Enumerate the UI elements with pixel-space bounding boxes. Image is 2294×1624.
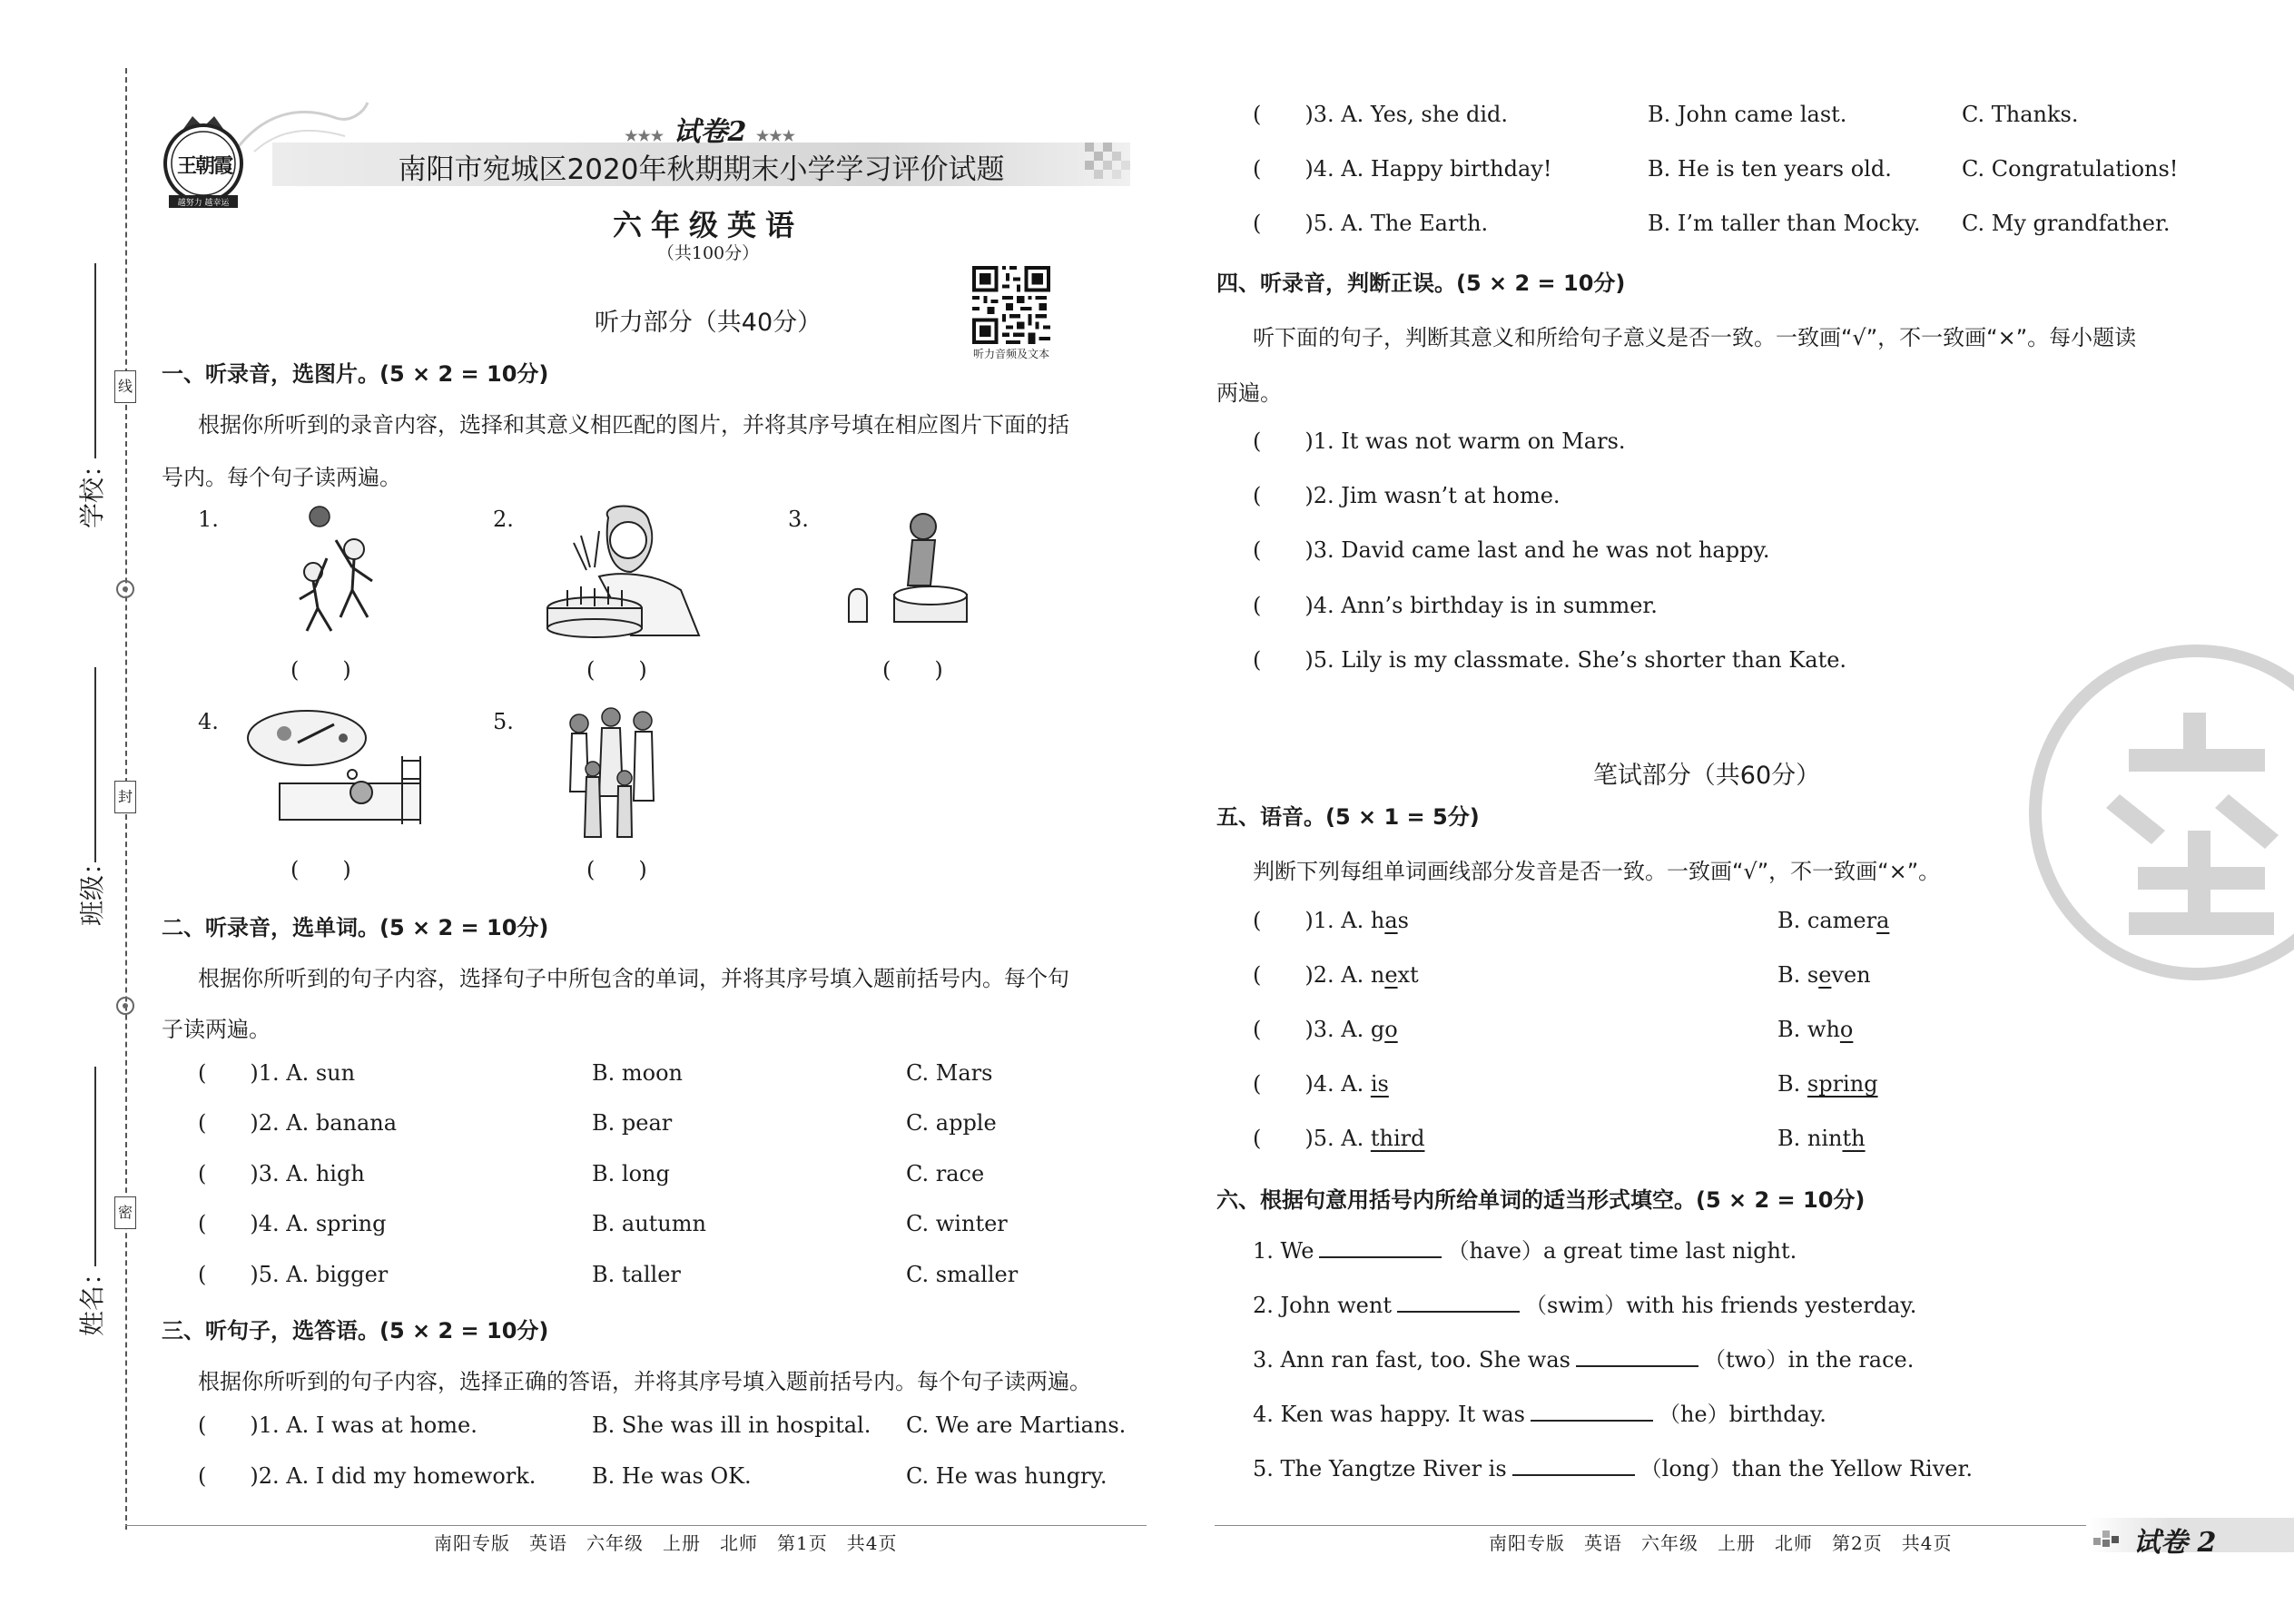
secret-marker: 密	[114, 1196, 136, 1229]
question-item[interactable]: ( )5. A. bigger	[198, 1262, 389, 1287]
phonics-item[interactable]	[1253, 1127, 1424, 1149]
question-item[interactable]: ( )2. A. I did my homework.	[198, 1463, 537, 1489]
picture-number: 4.	[198, 709, 219, 734]
kids-basketball-picture	[281, 504, 399, 640]
phonics-item[interactable]	[1253, 964, 1419, 986]
class-label: 班级：	[77, 849, 107, 926]
word-b-underlined: e	[1818, 962, 1832, 988]
picture-number: 1.	[198, 507, 219, 532]
option-b: B. He is ten years old.	[1648, 156, 1892, 182]
question-item[interactable]: ( )4. A. Happy birthday!	[1253, 156, 1552, 182]
badge-text: 试卷2	[673, 116, 747, 148]
section1-heading: 一、听录音，选图片。(5 × 2 = 10分)	[162, 361, 549, 387]
woman-birthday-cake-picture	[545, 499, 704, 645]
word-b-part: ven	[1831, 962, 1871, 988]
section2-instruction: 根据你所听到的句子内容，选择句子中所包含的单词，并将其序号填入题前括号内。每个句	[198, 966, 1069, 991]
item-prefix: ( )4. A.	[1253, 1071, 1371, 1097]
item-prefix: ( )5. A.	[1253, 1126, 1371, 1151]
sentence-end: birthday.	[1728, 1402, 1826, 1427]
section3-heading: 三、听句子，选答语。(5 × 2 = 10分)	[162, 1318, 549, 1343]
section6-heading: 六、根据句意用括号内所给单词的适当形式填空。(5 × 2 = 10分)	[1216, 1187, 1866, 1213]
word-a-part: xt	[1397, 962, 1419, 988]
fill-blank-item	[1253, 1345, 1914, 1371]
qr-code-icon[interactable]	[972, 266, 1050, 344]
sentence-end: with his friends yesterday.	[1626, 1293, 1917, 1318]
option-b: B. He was OK.	[592, 1463, 752, 1489]
word-b-part: B. s	[1777, 962, 1819, 988]
option-c: C. apple	[906, 1110, 997, 1136]
binding-hole-icon	[113, 576, 138, 602]
family-group-picture	[552, 701, 670, 846]
logo-text: 王朝霞	[176, 154, 231, 178]
picture-answer-brackets[interactable]: ( )	[586, 657, 647, 683]
option-c: C. winter	[906, 1211, 1008, 1236]
corner-badge-text: 试卷 2	[2133, 1527, 2217, 1559]
option-b: B. pear	[592, 1110, 673, 1136]
word-b-part: B. nin	[1777, 1126, 1843, 1151]
item-prefix: ( )2. A.	[1253, 962, 1371, 988]
phonics-item[interactable]	[1253, 910, 1409, 931]
word-hint: （have）	[1447, 1238, 1543, 1264]
option-b: B. She was ill in hospital.	[592, 1412, 871, 1438]
option-c: C. Mars	[906, 1060, 993, 1086]
phonics-word-b	[1777, 1073, 1878, 1095]
answer-blank[interactable]	[1531, 1400, 1653, 1422]
sentence-end: in the race.	[1787, 1347, 1915, 1373]
word-a-part: h	[1370, 908, 1385, 933]
option-b: B. taller	[592, 1262, 681, 1287]
option-b: B. I’m taller than Mocky.	[1648, 211, 1921, 236]
item-prefix: ( )3. A.	[1253, 1017, 1371, 1042]
sentence-start: 3. Ann ran fast, too. She was	[1253, 1347, 1570, 1373]
option-b: B. moon	[592, 1060, 684, 1086]
phonics-word-b	[1777, 1127, 1866, 1149]
left-footer-rule	[125, 1525, 1147, 1526]
option-c: C. He was hungry.	[906, 1463, 1108, 1489]
picture-number: 5.	[493, 709, 514, 734]
word-a-underlined: a	[1384, 908, 1398, 933]
badge-stars-icon: ★★★	[625, 127, 665, 144]
answer-blank[interactable]	[1512, 1454, 1635, 1476]
boy-washing-dog-picture	[840, 508, 971, 635]
school-underline	[94, 263, 96, 458]
section1-instruction: 根据你所听到的录音内容，选择和其意义相匹配的图片，并将其序号填在相应图片下面的括	[198, 412, 1069, 438]
section2-instruction: 子读两遍。	[162, 1017, 271, 1042]
word-b-underlined: th	[1842, 1126, 1866, 1151]
word-b-underlined: spring	[1807, 1071, 1878, 1097]
word-a-underlined: o	[1384, 1017, 1398, 1042]
word-b-underlined: a	[1876, 908, 1890, 933]
option-c: C. Congratulations!	[1962, 156, 2179, 182]
class-underline	[94, 667, 96, 862]
name-label: 姓名：	[77, 1259, 107, 1336]
seal-marker: 封	[114, 781, 136, 813]
question-item[interactable]: ( )4. Ann’s birthday is in summer.	[1253, 593, 1658, 618]
paper-badge	[610, 109, 810, 149]
question-item[interactable]: ( )1. It was not warm on Mars.	[1253, 428, 1626, 454]
left-footer: 南阳专版 英语 六年级 上册 北师 第1页 共4页	[434, 1532, 898, 1554]
option-c: C. race	[906, 1161, 985, 1186]
boy-dreaming-space-picture	[243, 706, 425, 829]
sentence-end: a great time last night.	[1542, 1238, 1797, 1264]
word-b-underlined: o	[1839, 1017, 1854, 1042]
binding-hole-icon	[113, 993, 138, 1019]
line-marker: 线	[114, 370, 136, 403]
option-b: B. John came last.	[1648, 102, 1847, 127]
option-c: C. We are Martians.	[906, 1412, 1127, 1438]
listening-part-title: 听力部分（共40分）	[594, 309, 822, 337]
sentence-start: 4. Ken was happy. It was	[1253, 1402, 1525, 1427]
word-hint: （long）	[1639, 1456, 1732, 1481]
section1-instruction: 号内。每个句子读两遍。	[162, 465, 401, 490]
option-b: B. long	[592, 1161, 670, 1186]
total-score: （共100分）	[656, 243, 760, 263]
question-item[interactable]: ( )3. David came last and he was not happy.	[1253, 537, 1770, 563]
sentence-end: than the Yellow River.	[1731, 1456, 1973, 1481]
option-c: C. Thanks.	[1962, 102, 2079, 127]
picture-answer-brackets[interactable]: ( )	[882, 657, 943, 683]
written-part-title: 笔试部分（共60分）	[1592, 762, 1821, 790]
option-c: C. smaller	[906, 1262, 1019, 1287]
option-c: C. My grandfather.	[1962, 211, 2171, 236]
question-item[interactable]: ( )2. A. banana	[198, 1110, 398, 1136]
badge-stars-icon: ★★★	[755, 127, 795, 144]
section5-instruction: 判断下列每组单词画线部分发音是否一致。一致画“√”，不一致画“×”。	[1253, 859, 1941, 884]
option-b: B. autumn	[592, 1211, 706, 1236]
answer-blank[interactable]	[1319, 1236, 1442, 1258]
qr-caption: 听力音频及文本	[972, 348, 1049, 360]
question-item[interactable]: ( )1. A. sun	[198, 1060, 356, 1086]
checker-decoration-icon	[1085, 143, 1139, 186]
phonics-item[interactable]	[1253, 1019, 1398, 1040]
right-footer-rule	[1215, 1525, 2086, 1526]
fill-blank-item	[1253, 1454, 1973, 1480]
school-label: 学校：	[77, 451, 107, 528]
phonics-word-b	[1777, 1019, 1853, 1040]
exam-title: 南阳市宛城区2020年秋期期末小学学习评价试题	[398, 153, 1005, 186]
logo-slogan: 越努力 越幸运	[177, 199, 230, 208]
item-prefix: ( )1. A.	[1253, 908, 1371, 933]
word-a-part: n	[1370, 962, 1385, 988]
section3-instruction: 根据你所听到的句子内容，选择正确的答语，并将其序号填入题前括号内。每个句子读两遍。	[198, 1369, 1091, 1394]
word-b-part: B. wh	[1777, 1017, 1840, 1042]
word-a-underlined: third	[1370, 1126, 1425, 1151]
fill-blank-item	[1253, 1291, 1916, 1316]
answer-blank[interactable]	[1576, 1345, 1698, 1367]
word-b-part: B. camer	[1777, 908, 1877, 933]
sentence-start: 1. We	[1253, 1238, 1314, 1264]
section4-instruction: 听下面的句子，判断其意义和所给句子意义是否一致。一致画“√”，不一致画“×”。每小题读	[1253, 325, 2137, 350]
picture-answer-brackets[interactable]: ( )	[586, 857, 647, 882]
word-b-part: B.	[1777, 1071, 1807, 1097]
answer-blank[interactable]	[1397, 1291, 1520, 1313]
sentence-start: 5. The Yangtze River is	[1253, 1456, 1507, 1481]
picture-number: 2.	[493, 507, 514, 532]
secret-seal-watermark-icon	[2020, 640, 2294, 985]
question-item[interactable]: ( )1. A. I was at home.	[198, 1412, 478, 1438]
fill-blank-item	[1253, 1400, 1826, 1425]
question-item[interactable]: ( )4. A. spring	[198, 1211, 387, 1236]
question-item[interactable]: ( )2. Jim wasn’t at home.	[1253, 483, 1561, 508]
word-hint: （he）	[1658, 1402, 1729, 1427]
section5-heading: 五、语音。(5 × 1 = 5分)	[1216, 804, 1480, 830]
question-item[interactable]: ( )5. A. The Earth.	[1253, 211, 1489, 236]
right-footer: 南阳专版 英语 六年级 上册 北师 第2页 共4页	[1489, 1532, 1953, 1554]
word-a-part: g	[1370, 1017, 1385, 1042]
phonics-word-b	[1777, 910, 1889, 931]
phonics-word-b	[1777, 964, 1871, 986]
name-underline	[94, 1067, 96, 1266]
word-a-underlined: is	[1370, 1071, 1389, 1097]
picture-answer-brackets[interactable]: ( )	[290, 657, 351, 683]
fill-blank-item	[1253, 1236, 1797, 1262]
sentence-start: 2. John went	[1253, 1293, 1392, 1318]
section4-heading: 四、听录音，判断正误。(5 × 2 = 10分)	[1216, 271, 1626, 296]
word-hint: （swim）	[1525, 1293, 1627, 1318]
question-item[interactable]: ( )3. A. high	[198, 1161, 365, 1186]
word-a-part: s	[1397, 908, 1409, 933]
subject-title: 六年级英语	[612, 208, 803, 242]
publisher-logo	[156, 109, 251, 213]
question-item[interactable]: ( )5. Lily is my classmate. She’s shorter than Kate.	[1253, 647, 1847, 673]
picture-number: 3.	[788, 507, 809, 532]
question-item[interactable]: ( )3. A. Yes, she did.	[1253, 102, 1509, 127]
section2-heading: 二、听录音，选单词。(5 × 2 = 10分)	[162, 915, 549, 940]
word-a-underlined: e	[1384, 962, 1398, 988]
phonics-item[interactable]	[1253, 1073, 1389, 1095]
picture-answer-brackets[interactable]: ( )	[290, 857, 351, 882]
checker-decoration-icon	[2093, 1525, 2124, 1547]
word-hint: （two）	[1703, 1347, 1788, 1373]
section4-instruction: 两遍。	[1216, 380, 1282, 406]
